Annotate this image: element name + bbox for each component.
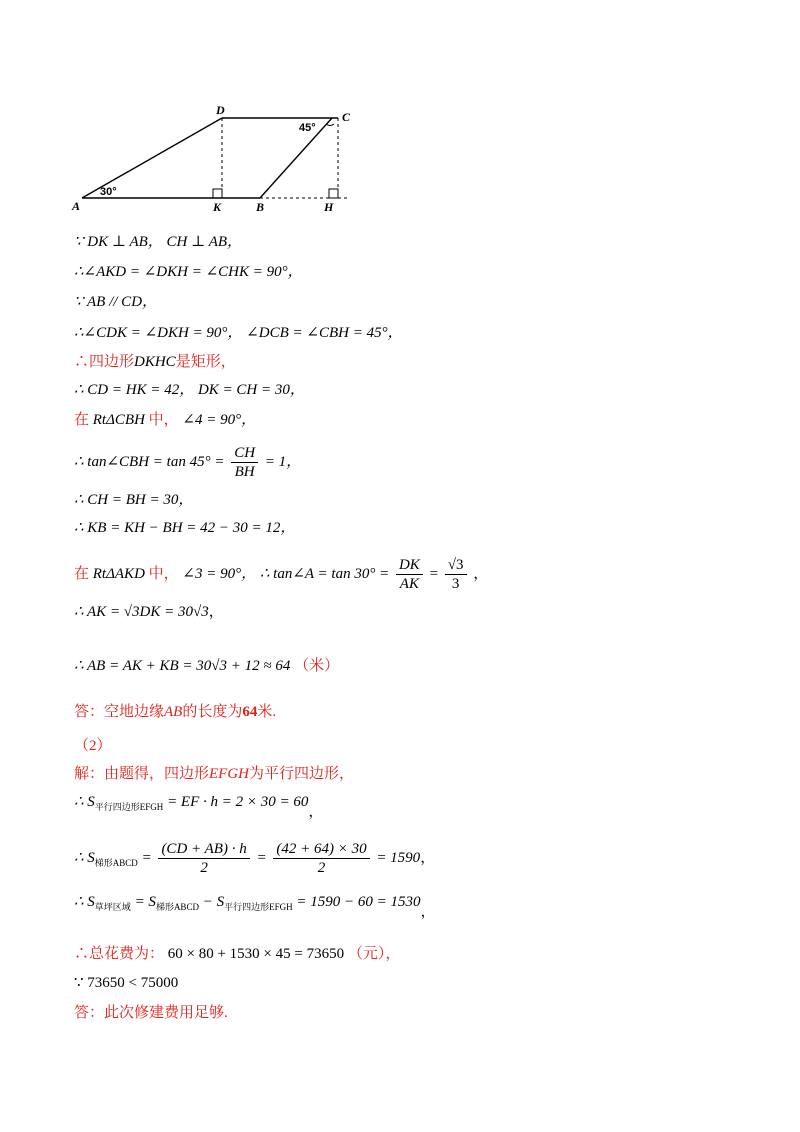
line-11-a: 在: [74, 565, 90, 582]
line-8-b: = 1，: [264, 453, 302, 470]
line-20-a: ∴总花费为：: [74, 946, 165, 962]
line-1: ∵ DK ⊥ AB， CH ⊥ AB，: [74, 234, 243, 250]
line-19: [74, 892, 435, 922]
line-12-b: ，: [208, 604, 224, 620]
line-6: ∴ CD = HK = 42， DK = CH = 30，: [74, 382, 305, 398]
fraction-denominator: AK: [399, 576, 419, 592]
line-14-a: 答：空地边缘: [74, 704, 165, 720]
angle-label-a: 30°: [100, 186, 117, 198]
fraction-numerator: (CD + AB) · h: [158, 840, 249, 859]
line-19-sub2: 梯形ABCD: [155, 902, 199, 912]
line-16: [74, 764, 354, 784]
line-7-d: ∠4 = 90°，: [182, 412, 257, 428]
line-14-e: 米.: [257, 704, 277, 720]
line-4: ∴∠CDK = ∠DKH = 90°， ∠DCB = ∠CBH = 45°，: [74, 325, 403, 341]
angle-arc-c: [326, 124, 334, 126]
line-7-a: 在: [74, 412, 90, 428]
line-17-c: ，: [308, 804, 324, 820]
line-18-e: ，: [420, 849, 436, 866]
line-17: [74, 792, 323, 822]
line-18-sub: 梯形ABCD: [94, 857, 138, 868]
line-17-b: = EF · h = 2 × 30 = 60: [167, 794, 309, 810]
line-18-b: =: [141, 849, 152, 866]
fraction-numerator: CH: [231, 444, 258, 463]
fraction-numerator: (42 + 64) × 30: [273, 840, 369, 859]
fraction-denominator: 2: [317, 860, 326, 876]
line-19-b: = S: [134, 894, 156, 910]
line-12-a: ∴ AK = √3DK = 30√3: [74, 604, 209, 620]
label-d: D: [216, 103, 225, 117]
line-10: ∴ KB = KH − BH = 42 − 30 = 12，: [74, 520, 296, 536]
line-11-d: ∠3 = 90°，: [182, 565, 257, 582]
line-20: [74, 944, 400, 964]
line-16-a: 解：由题得，四边形: [74, 766, 210, 782]
line-7: [74, 410, 256, 430]
line-13-b: （米）: [294, 658, 340, 674]
line-8-a: ∴ tan∠CBH = tan 45° =: [74, 453, 225, 470]
line-11-c: 中，: [148, 565, 179, 582]
label-b: B: [256, 200, 265, 214]
line-14-b: AB: [164, 704, 183, 720]
fraction-sqrt3-3: [445, 556, 467, 593]
line-11-e: ∴ tan∠A = tan 30° =: [259, 565, 390, 582]
line-19-c: − S: [202, 894, 225, 910]
line-20-c: （元），: [347, 946, 401, 962]
label-h: H: [324, 200, 334, 214]
angle-label-c: 45°: [299, 122, 316, 134]
fraction-numerator: DK: [396, 556, 423, 575]
fraction-denominator: 3: [451, 576, 460, 592]
line-7-b: RtΔCBH: [92, 412, 145, 428]
line-17-a: ∴ S: [74, 794, 95, 810]
line-8: [74, 444, 301, 481]
line-3: ∵ AB // CD，: [74, 294, 158, 310]
line-16-c: 为平行四边形，: [249, 766, 355, 782]
line-12: [74, 602, 224, 622]
line-19-sub1: 草坪区域: [94, 902, 131, 912]
line-21: ∵ 73650 < 75000: [74, 975, 179, 991]
line-11-f: ，: [473, 565, 489, 582]
line-13: [74, 656, 339, 676]
line-9: ∴ CH = BH = 30，: [74, 492, 194, 508]
line-18-c: =: [256, 849, 267, 866]
fraction-dk-ak: [396, 556, 423, 593]
label-k: K: [213, 200, 222, 214]
right-angle-mark-k: [213, 189, 222, 198]
line-14: [74, 702, 276, 722]
line-18-a: ∴ S: [74, 849, 95, 866]
line-16-b: EFGH: [209, 766, 250, 782]
line-15: （2）: [74, 738, 112, 754]
line-19-sub3: 平行四边形EFGH: [224, 902, 293, 912]
trapezoid-figure: [70, 100, 370, 215]
line-14-c: 的长度为: [182, 704, 243, 720]
line-18: [74, 840, 435, 877]
label-a: A: [72, 199, 81, 213]
line-7-c: 中，: [148, 412, 179, 428]
line-19-d: = 1590 − 60 = 1530: [296, 894, 421, 910]
line-11-b: RtΔAKD: [92, 565, 145, 582]
right-angle-mark-h: [329, 189, 338, 198]
line-5-b: DKHC: [134, 354, 176, 370]
line-19-e: ，: [420, 904, 436, 920]
label-c: C: [342, 110, 351, 124]
line-18-d: = 1590: [376, 849, 421, 866]
fraction-ch-bh: [231, 444, 258, 481]
line-19-a: ∴ S: [74, 894, 95, 910]
line-13-a: ∴ AB = AK + KB = 30√3 + 12 ≈ 64: [74, 658, 291, 674]
line-5-c: 是矩形，: [175, 354, 236, 370]
line-14-d: 64: [242, 704, 258, 720]
line-22: 答：此次修建费用足够.: [74, 1005, 228, 1021]
line-11-eq: =: [429, 565, 439, 582]
line-5: [74, 352, 236, 372]
line-5-a: ∴四边形: [74, 354, 135, 370]
line-20-b: 60 × 80 + 1530 × 45 = 73650: [167, 946, 345, 962]
line-11: [74, 556, 488, 593]
fraction-numerator: √3: [445, 556, 467, 575]
fraction-denominator: BH: [234, 464, 255, 480]
fraction-trapezoid-values: [273, 840, 369, 877]
line-17-sub: 平行四边形EFGH: [94, 802, 164, 812]
line-2: ∴∠AKD = ∠DKH = ∠CHK = 90°，: [74, 264, 303, 280]
segment-cb: [260, 118, 332, 198]
fraction-denominator: 2: [200, 860, 208, 876]
fraction-trapezoid-formula: [158, 840, 249, 877]
